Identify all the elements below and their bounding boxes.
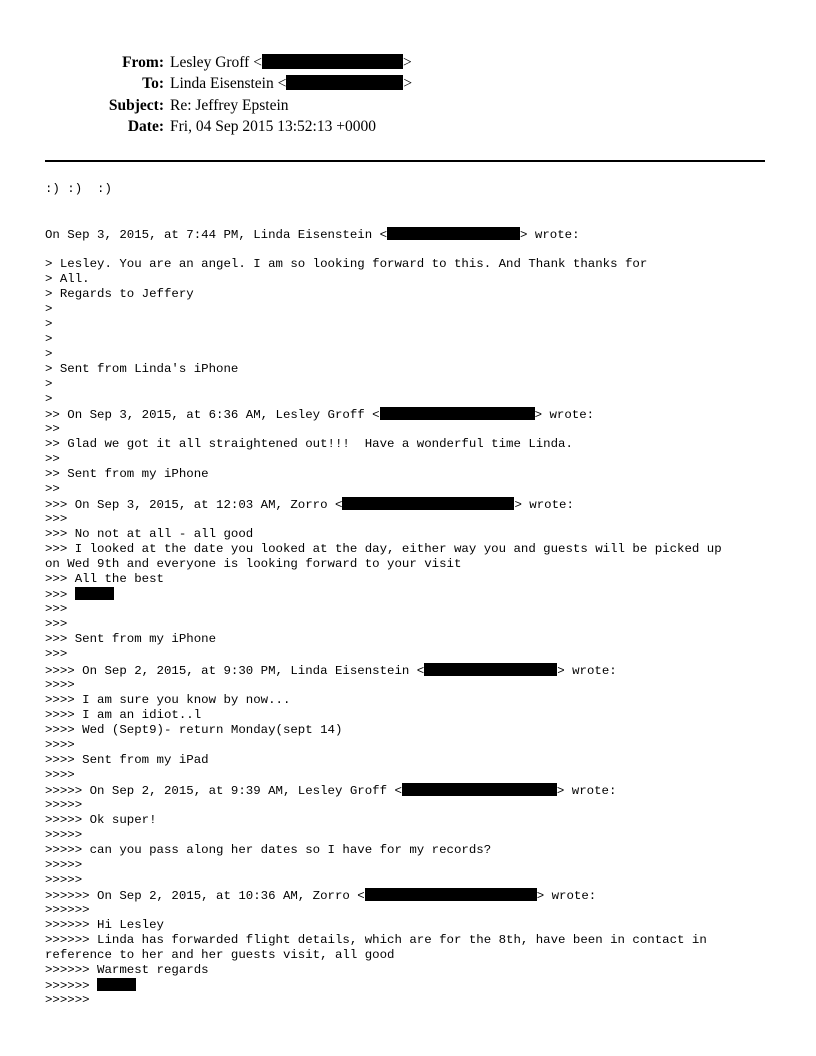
body-text: > wrote: (536, 888, 597, 903)
body-line: reference to her and her guests visit, all good (45, 947, 395, 962)
body-line: > (45, 302, 53, 317)
body-text: >>>>>> On Sep 2, 2015, at 10:36 AM, Zorro < (45, 888, 365, 903)
to-label: To: (142, 75, 164, 93)
body-line: >>>>>> Warmest regards (45, 962, 209, 977)
body-line: >>> (45, 647, 68, 662)
date-row (46, 116, 426, 137)
body-line: >>>> (45, 737, 75, 752)
redaction-box (365, 888, 537, 901)
body-line: > (45, 377, 53, 392)
redaction-box (262, 54, 403, 69)
body-line: >>>> (45, 767, 75, 782)
body-line (45, 663, 775, 678)
body-text: On Sep 3, 2015, at 7:44 PM, Linda Eisenstein < (45, 228, 388, 243)
email-body (45, 182, 775, 1008)
body-line: >>>> (45, 677, 75, 692)
body-line: >>>>>> (45, 992, 90, 1007)
body-line (45, 407, 775, 422)
body-text: > wrote: (520, 228, 580, 243)
body-line: >>> (45, 512, 68, 527)
body-line: >>>>> can you pass along her dates so I have for my records? (45, 842, 492, 857)
body-line (45, 587, 775, 602)
to-row (46, 73, 426, 94)
subject-row (46, 95, 426, 116)
to-end: > (403, 75, 413, 93)
body-line: >>>>> (45, 827, 83, 842)
body-line: > (45, 317, 53, 332)
from-end: > (402, 54, 412, 71)
to-value (170, 73, 412, 94)
body-line: > (45, 332, 53, 347)
body-line (45, 888, 775, 903)
redaction-box (380, 407, 535, 420)
body-line (45, 227, 775, 242)
body-line: > Sent from Linda's iPhone (45, 362, 239, 377)
blank-line (45, 242, 775, 257)
body-line: >>>> I am sure you know by now... (45, 692, 291, 707)
body-line (45, 783, 775, 798)
blank-line (45, 212, 775, 227)
body-line: >> Glad we got it all straightened out!!! Have a wonderful time Linda. (45, 437, 573, 452)
body-line: >>> All the best (45, 572, 164, 587)
body-text: > wrote: (514, 498, 574, 513)
body-line: > (45, 392, 53, 407)
body-line: >>>>> (45, 857, 83, 872)
body-line: >>>>>> Linda has forwarded flight details, which are for the 8th, have been in contact in (45, 932, 707, 947)
subject-label: Subject: (108, 96, 164, 114)
from-label: From: (122, 54, 164, 71)
body-line: > All. (45, 272, 90, 287)
body-line: >>> (45, 617, 68, 632)
body-text: > wrote: (534, 408, 595, 423)
body-line: >>>> Sent from my iPad (45, 752, 209, 767)
body-line: > Lesley. You are an angel. I am so looking forward to this. And Thank thanks for (45, 257, 648, 272)
body-text: >>>>>> (45, 978, 98, 993)
body-line: > (45, 347, 53, 362)
body-line (45, 497, 775, 512)
body-text: >>>> On Sep 2, 2015, at 9:30 PM, Linda Eisenstein < (45, 663, 425, 678)
body-line: >>>>>> Hi Lesley (45, 917, 164, 932)
redaction-box (424, 663, 557, 676)
body-line: >>>> Wed (Sept9)- return Monday(sept 14) (45, 722, 343, 737)
body-text: >>>>> On Sep 2, 2015, at 9:39 AM, Lesley Groff < (45, 783, 402, 798)
from-value (170, 52, 412, 73)
body-line: >>>>> Ok super! (45, 812, 157, 827)
body-text: > wrote: (556, 783, 617, 798)
email-header (46, 52, 426, 137)
body-line: >> (45, 452, 60, 467)
body-text: >>> On Sep 3, 2015, at 12:03 AM, Zorro < (45, 498, 343, 513)
body-line: >>> (45, 602, 68, 617)
body-line: > Regards to Jeffery (45, 287, 194, 302)
body-line: >> Sent from my iPhone (45, 467, 209, 482)
body-line: on Wed 9th and everyone is looking forward to your visit (45, 557, 462, 572)
body-line: >>> No not at all - all good (45, 527, 254, 542)
body-line: >>>>> (45, 797, 83, 812)
redaction-box (387, 227, 520, 240)
from-row (46, 52, 426, 73)
body-line: >>>> I am an idiot..l (45, 707, 202, 722)
redaction-box (402, 783, 557, 796)
redaction-box (286, 75, 403, 90)
from-name: Lesley Groff < (170, 54, 262, 71)
date-label: Date: (127, 117, 164, 135)
body-line: >>> I looked at the date you looked at the day, either way you and guests will be picked up (45, 542, 722, 557)
redaction-box (342, 497, 514, 510)
body-text: >>> (45, 588, 75, 603)
body-line: :) :) :) (45, 182, 112, 196)
body-line: >>>>> (45, 872, 83, 887)
redaction-box (97, 978, 136, 991)
body-line (45, 978, 775, 993)
blank-line (45, 197, 775, 212)
date-value: Fri, 04 Sep 2015 13:52:13 +0000 (170, 117, 376, 135)
body-line: >> (45, 482, 60, 497)
body-text: > wrote: (557, 663, 617, 678)
body-line: >>> Sent from my iPhone (45, 632, 217, 647)
to-name: Linda Eisenstein < (170, 75, 287, 93)
body-text: >> On Sep 3, 2015, at 6:36 AM, Lesley Groff < (45, 408, 380, 423)
subject-value: Re: Jeffrey Epstein (170, 96, 289, 114)
redaction-box (75, 587, 114, 600)
header-divider (45, 160, 765, 162)
body-line: >>>>>> (45, 902, 90, 917)
body-line: >> (45, 422, 60, 437)
